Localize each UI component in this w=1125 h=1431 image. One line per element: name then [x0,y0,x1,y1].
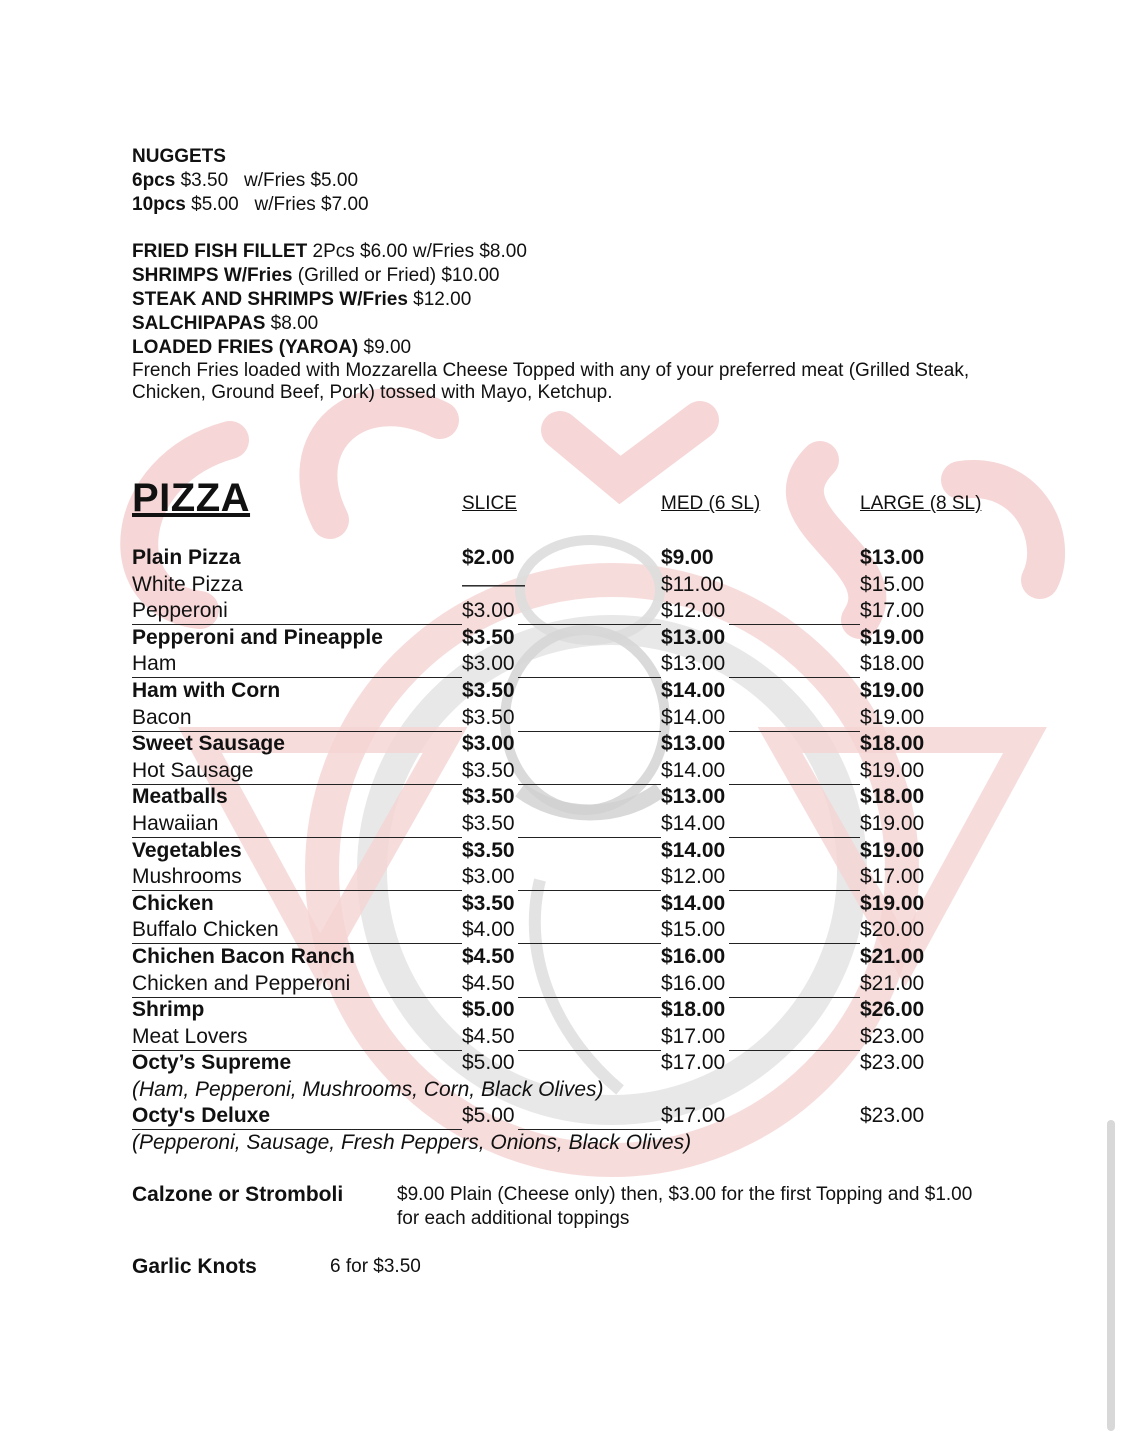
pizza-row [132,705,992,732]
pizza-row [132,1103,992,1130]
pizza-large: $17.00 [860,599,925,623]
pizza-row [132,971,992,998]
pizza-title: PIZZA [132,476,251,520]
nuggets-item: 10pcs $5.00 w/Fries $7.00 [132,194,369,215]
pizza-large: $17.00 [860,865,925,889]
pizza-slice: $5.00 [462,1051,515,1075]
pizza-large: $18.00 [860,652,925,676]
pizza-row [132,784,992,811]
pizza-med: $14.00 [661,678,726,702]
pizza-large: $19.00 [860,838,925,862]
pizza-med: $12.00 [661,865,726,889]
pizza-slice: $3.50 [462,838,515,862]
pizza-med: $15.00 [661,918,726,942]
pizza-name: Pepperoni [132,599,228,623]
pizza-large: $23.00 [860,1024,925,1048]
pizza-slice: $4.50 [462,1024,515,1048]
loaded-fries-description: French Fries loaded with Mozzarella Cheese Topped with any of your preferred meat (Grilled Steak, Chicken, Ground Beef, Pork) tossed with Mayo, Ketchup. [132,360,970,403]
pizza-med: $16.00 [661,944,726,968]
pizza-name: Buffalo Chicken [132,918,279,942]
pizza-slice: $3.50 [462,811,515,835]
pizza-med: $13.00 [661,625,726,649]
pizza-med: $17.00 [661,1024,726,1048]
garlic-knots-price: 6 for $3.50 [330,1256,421,1277]
pizza-name: Octy’s Supreme [132,1051,292,1075]
pizza-med: $14.00 [661,811,726,835]
pizza-large: $13.00 [860,546,925,569]
pizza-large: $21.00 [860,944,925,968]
pizza-slice: $2.00 [462,546,515,569]
pizza-row [132,1024,992,1051]
pizza-row [132,811,992,838]
pizza-large: $18.00 [860,785,925,809]
pizza-row [132,758,992,785]
column-large: LARGE (8 SL) [860,493,982,514]
pizza-slice: $4.50 [462,971,515,995]
pizza-row [132,1050,992,1077]
pizza-large: $19.00 [860,678,925,702]
pizza-row [132,651,992,678]
pizza-slice: $3.00 [462,599,515,623]
pizza-name: Chichen Bacon Ranch [132,944,355,968]
pizza-name: Hawaiian [132,811,219,835]
pizza-slice: $3.50 [462,705,515,729]
pizza-row [132,625,992,652]
pizza-med: $9.00 [661,546,714,569]
pizza-med: $18.00 [661,998,726,1022]
salchipapas-item: SALCHIPAPAS $8.00 [132,313,319,334]
pizza-large: $18.00 [860,732,925,756]
pizza-slice: $3.50 [462,891,515,915]
pizza-large: $23.00 [860,1104,925,1128]
pizza-row [132,572,992,599]
pizza-large: $23.00 [860,1051,925,1075]
pizza-name: Chicken and Pepperoni [132,971,351,995]
pizza-name: Plain Pizza [132,546,241,569]
pizza-large: $15.00 [860,572,925,596]
pizza-row [132,864,992,891]
fish-item: FRIED FISH FILLET 2Pcs $6.00 w/Fries $8.00 [132,241,527,262]
pizza-med: $13.00 [661,785,726,809]
pizza-slice: $4.50 [462,944,515,968]
pizza-large: $19.00 [860,705,925,729]
toppings-note-text: (Ham, Pepperoni, Mushrooms, Corn, Black Olives) [132,1077,604,1101]
pizza-med: $11.00 [661,572,724,596]
calzone-description: $9.00 Plain (Cheese only) then, $3.00 for the first Topping and $1.00 for each additional toppings [397,1184,973,1229]
pizza-med: $17.00 [661,1104,726,1128]
pizza-slice: $3.50 [462,758,515,782]
pizza-med: $17.00 [661,1051,726,1075]
pizza-slice: $3.50 [462,678,515,702]
pizza-large: $19.00 [860,625,925,649]
loaded-fries-item: LOADED FRIES (YAROA) $9.00 [132,337,412,358]
pizza-large: $26.00 [860,998,925,1022]
pizza-slice: $3.00 [462,732,515,756]
pizza-med: $14.00 [661,891,726,915]
pizza-row [132,838,992,865]
pizza-name: Pepperoni and Pineapple [132,625,383,649]
pizza-large: $19.00 [860,758,925,782]
sides-section [132,240,992,404]
pizza-name: Mushrooms [132,865,242,889]
pizza-name: Meat Lovers [132,1024,248,1048]
column-med: MED (6 SL) [661,493,761,514]
pizza-slice: $4.00 [462,918,515,942]
pizza-name: Vegetables [132,838,242,862]
pizza-slice: $3.00 [462,652,515,676]
pizza-large: $19.00 [860,811,925,835]
pizza-row [132,731,992,758]
garlic-knots-title: Garlic Knots [132,1255,257,1278]
pizza-name: Meatballs [132,785,228,809]
pizza-med: $14.00 [661,705,726,729]
pizza-row [132,997,992,1024]
pizza-name: Ham with Corn [132,678,281,702]
nuggets-item: 6pcs $3.50 w/Fries $5.00 [132,170,359,191]
pizza-med: $14.00 [661,758,726,782]
toppings-note-text: (Pepperoni, Sausage, Fresh Peppers, Onions, Black Olives) [132,1131,692,1155]
pizza-slice: $3.00 [462,865,515,889]
pizza-slice: $5.00 [462,998,515,1022]
pizza-slice: $3.50 [462,625,515,649]
pizza-slice: ——— [462,572,525,596]
pizza-large: $21.00 [860,971,925,995]
pizza-med: $13.00 [661,732,726,756]
pizza-name: White Pizza [132,572,243,596]
pizza-name: Hot Sausage [132,758,254,782]
pizza-row [132,944,992,971]
nuggets-section [132,145,369,217]
pizza-name: Chicken [132,891,214,915]
pizza-slice: $5.00 [462,1104,515,1128]
pizza-row [132,545,992,572]
pizza-large: $19.00 [860,891,925,915]
pizza-row [132,598,992,625]
pizza-name: Sweet Sausage [132,732,285,756]
steak-item: STEAK AND SHRIMPS W/Fries $12.00 [132,289,472,310]
pizza-row [132,678,992,705]
pizza-name: Ham [132,652,177,676]
pizza-med: $14.00 [661,838,726,862]
calzone-title: Calzone or Stromboli [132,1183,344,1206]
pizza-med: $13.00 [661,652,726,676]
pizza-name: Octy's Deluxe [132,1104,271,1128]
vertical-scrollbar[interactable] [1107,1120,1115,1431]
pizza-toppings-note [132,1130,992,1157]
pizza-name: Bacon [132,705,192,729]
column-slice: SLICE [462,493,517,514]
pizza-name: Shrimp [132,998,205,1022]
pizza-med: $12.00 [661,599,726,623]
pizza-price-table [132,545,992,1157]
pizza-slice: $3.50 [462,785,515,809]
pizza-row [132,891,992,918]
pizza-med: $16.00 [661,971,726,995]
pizza-large: $20.00 [860,918,925,942]
shrimps-item: SHRIMPS W/Fries (Grilled or Fried) $10.00 [132,265,500,286]
nuggets-title: NUGGETS [132,146,226,167]
pizza-toppings-note [132,1077,992,1104]
pizza-row [132,917,992,944]
